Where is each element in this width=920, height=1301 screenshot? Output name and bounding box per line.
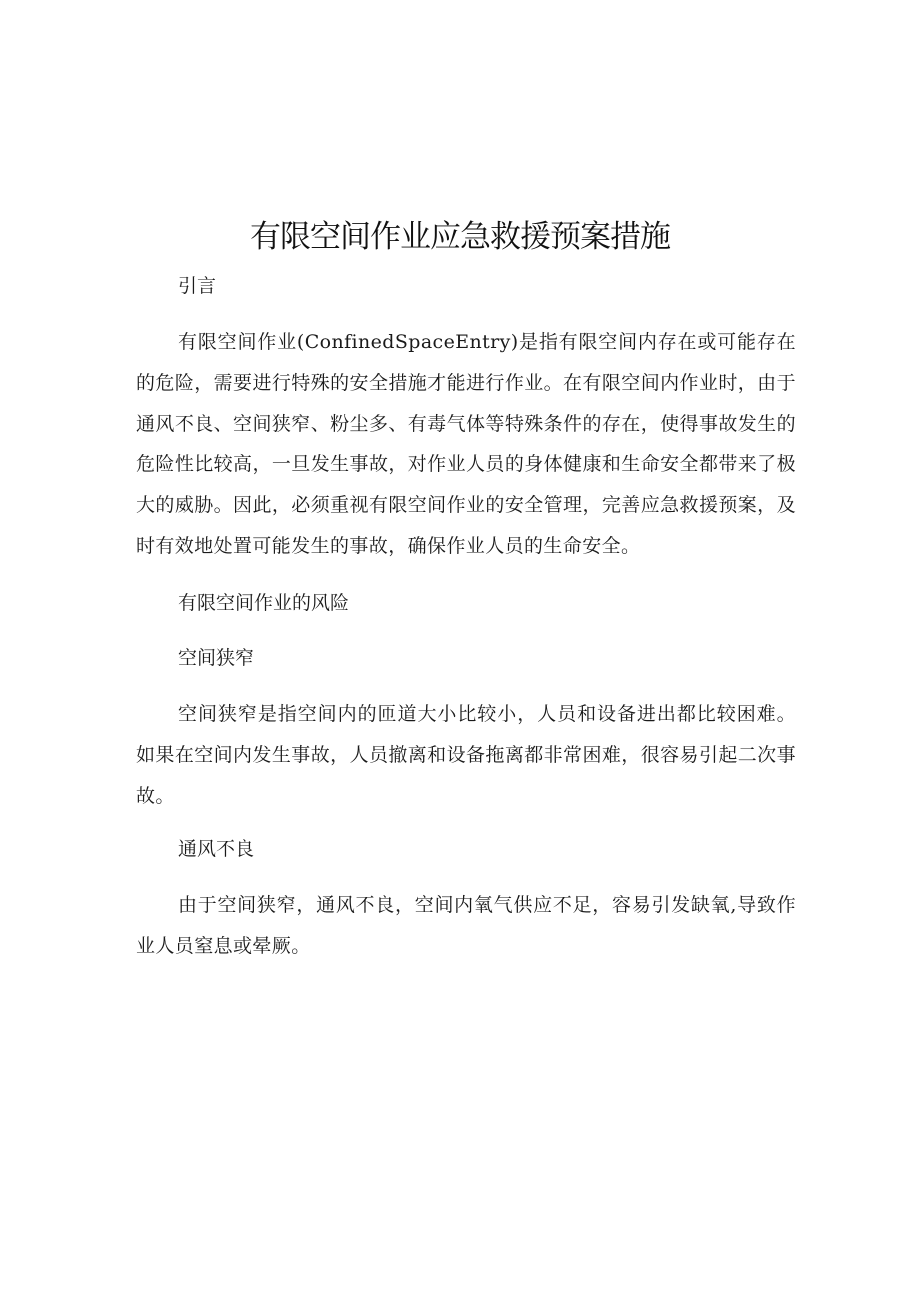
paragraph-introduction: 有限空间作业(ConfinedSpaceEntry)是指有限空间内存在或可能存在的危险，需要进行特殊的安全措施才能进行作业。在有限空间内作业时，由于通风不良、空间狭窄、粉尘多、有毒气体等特殊条件的存在，使得事故发生的危险性比较高，一旦发生事故，对作业人员的身体健康和生命安全都带来了极大的威胁。因此，必须重视有限空间作业的安全管理，完善应急救援预案，及时有效地处置可能发生的事故，确保作业人员的生命安全。 [136, 331, 796, 557]
document-title: 有限空间作业应急救援预案措施 [250, 219, 670, 255]
section-heading-introduction: 引言 [178, 275, 217, 297]
subheading-narrow-space: 空间狭窄 [178, 647, 255, 669]
subheading-poor-ventilation: 通风不良 [178, 838, 255, 860]
section-heading-risks: 有限空间作业的风险 [178, 592, 350, 614]
paragraph-poor-ventilation: 由于空间狭窄，通风不良，空间内氧气供应不足，容易引发缺氧,导致作业人员窒息或晕厥。 [136, 894, 796, 957]
paragraph-narrow-space: 空间狭窄是指空间内的匝道大小比较小，人员和设备进出都比较困难。如果在空间内发生事故，人员撤离和设备拖离都非常困难，很容易引起二次事故。 [136, 703, 796, 807]
